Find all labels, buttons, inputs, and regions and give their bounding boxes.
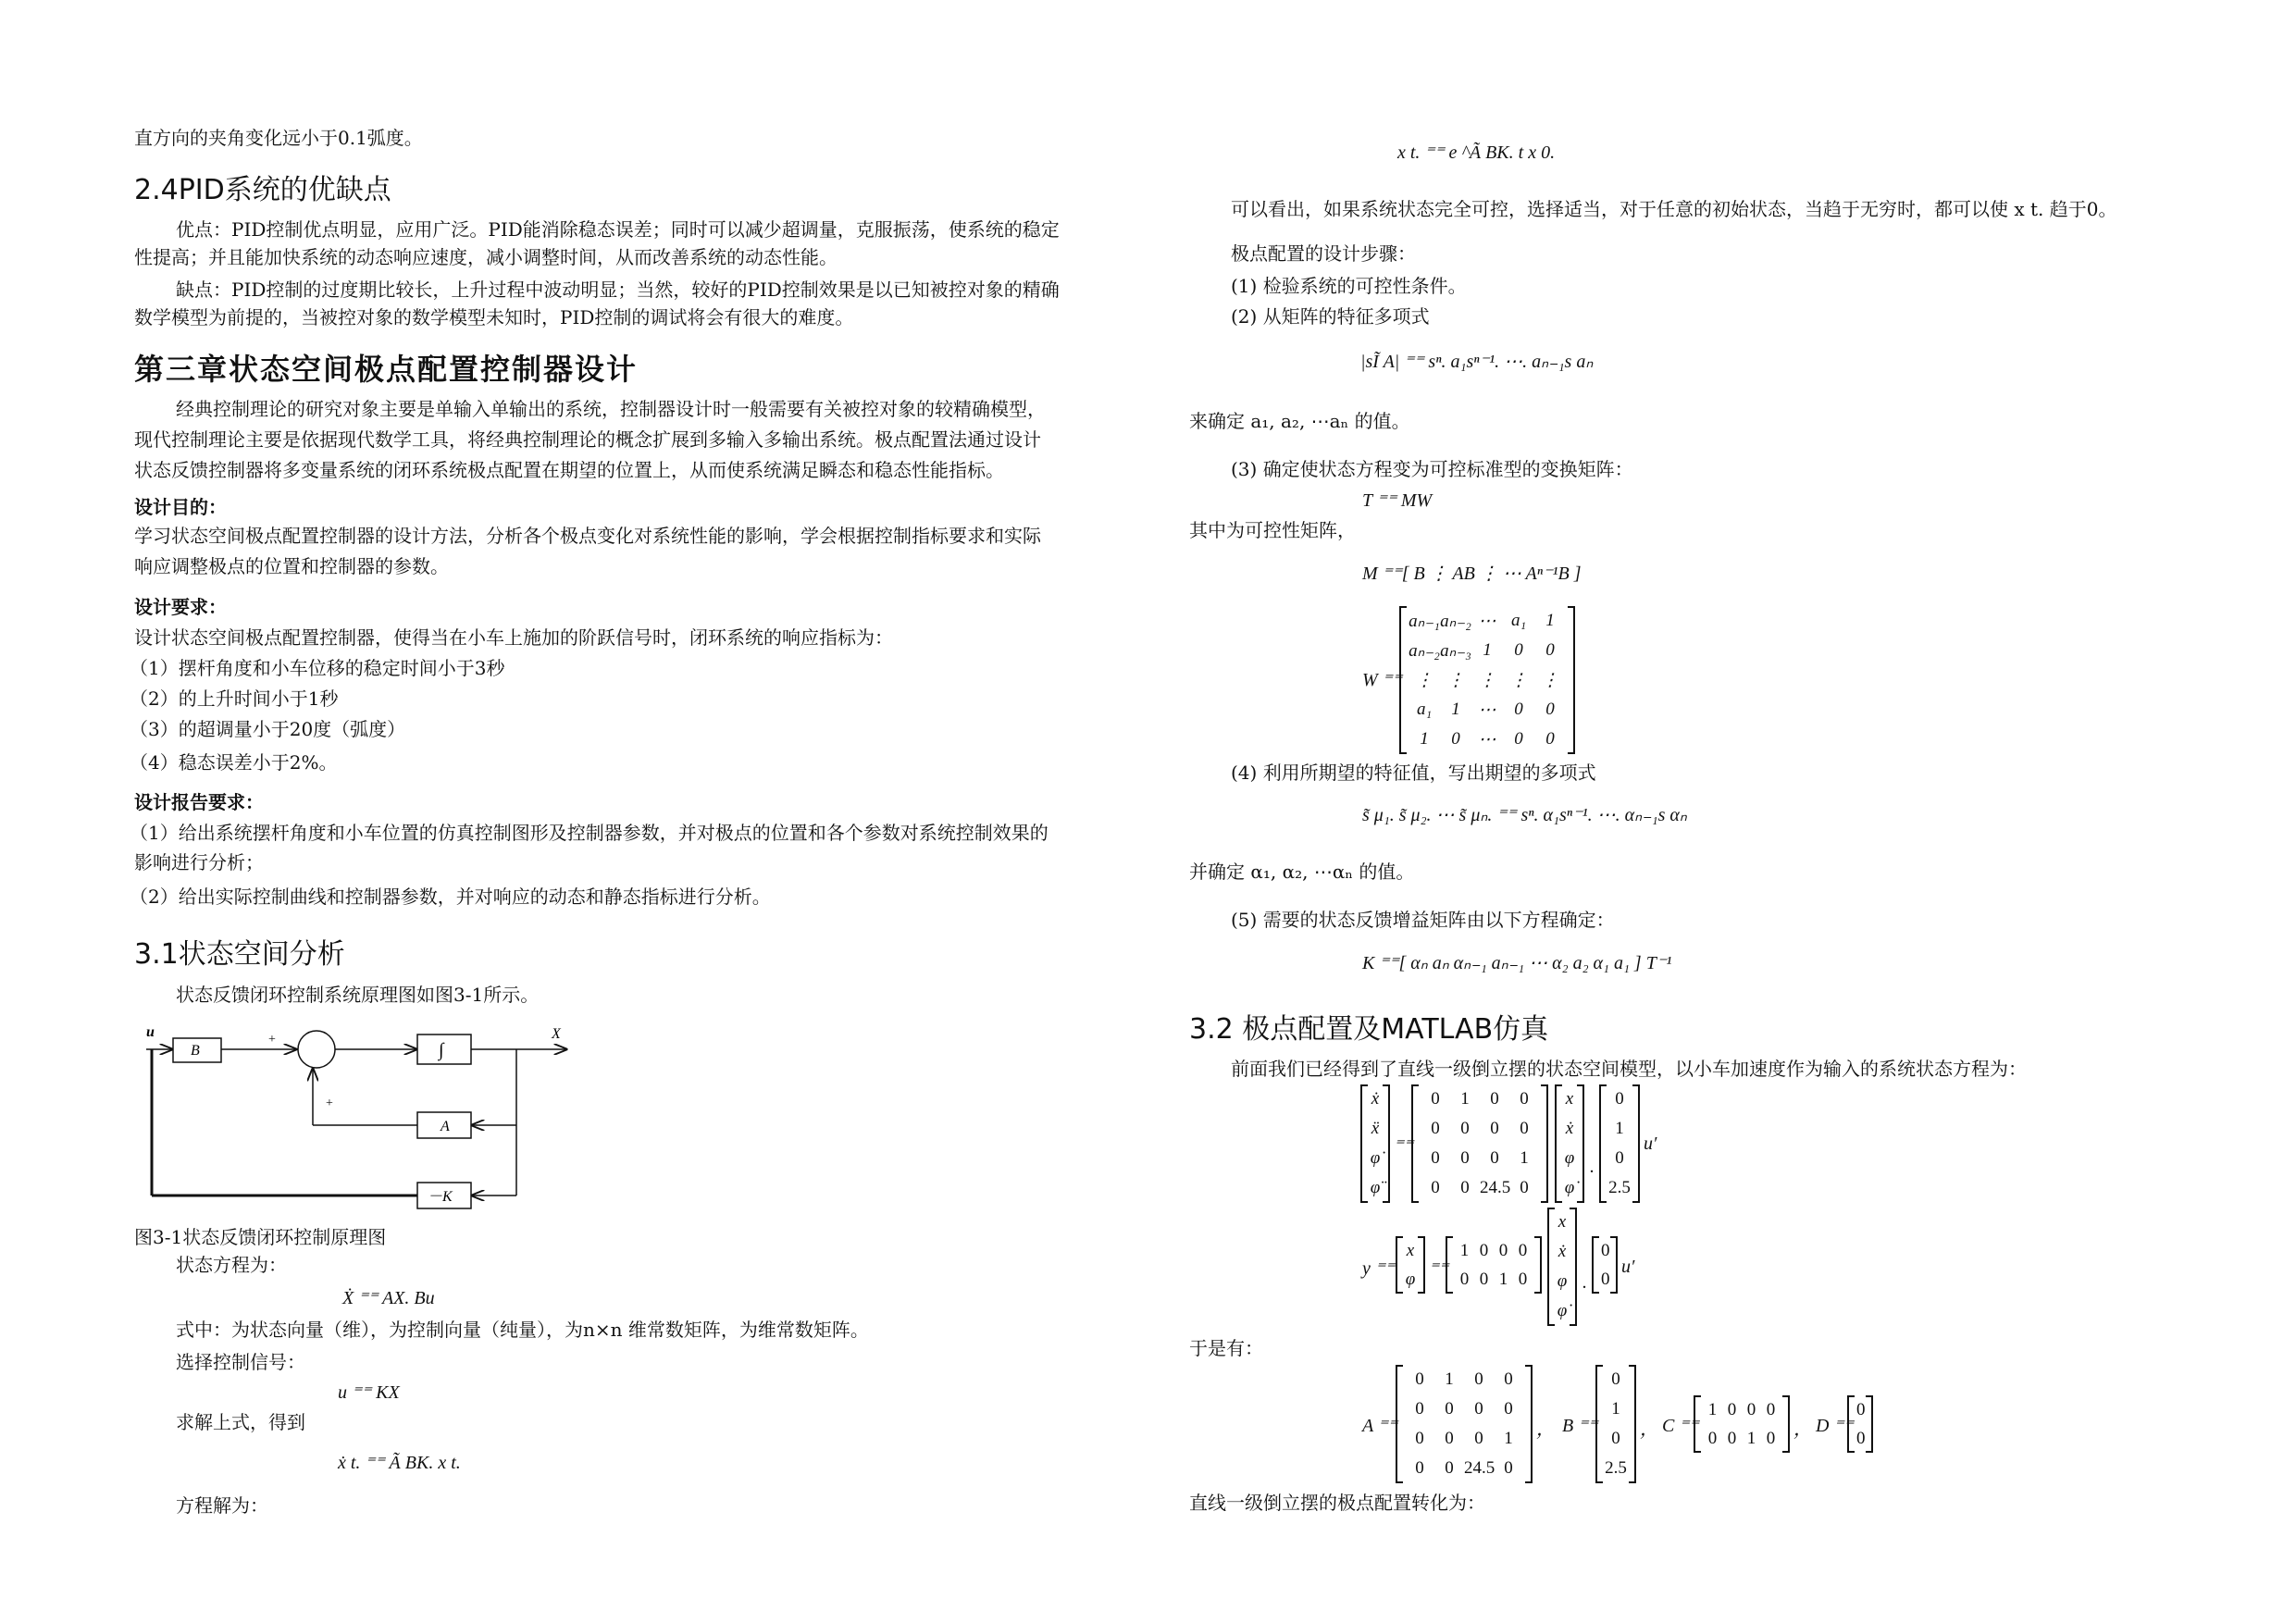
matrix-cell: 24.5 <box>1464 1458 1496 1478</box>
matrix-cell: a₁ <box>1510 611 1527 630</box>
matrix-bracket-right <box>1568 606 1575 754</box>
plus-dot-2: . <box>1582 1272 1587 1293</box>
matrix-cell: 0 <box>1707 1428 1718 1448</box>
matrix-bracket-right <box>1632 1084 1640 1203</box>
D-lhs: D ⁼⁼ <box>1816 1416 1854 1436</box>
matrix-cell: 0 <box>1520 1089 1529 1109</box>
matrix-cell: 0 <box>1474 1399 1483 1419</box>
output-lhs: y ⁼⁼ <box>1362 1258 1395 1279</box>
report-requirement-2: （2）给出实际控制曲线和控制器参数，并对响应的动态和静态指标进行分析。 <box>130 886 771 908</box>
disadvantage-line-2: 数学模型为前提的，当被控对象的数学模型未知时，PID控制的调试将会有很大的难度。 <box>134 306 854 328</box>
state-feedback-block-diagram <box>139 1018 583 1217</box>
matrix-cell: φ̇ <box>1557 1301 1568 1320</box>
matrix-cell: ⋯ <box>1478 612 1496 631</box>
matrix-bracket-right <box>1782 1395 1790 1453</box>
matrix-cell: 0 <box>1615 1148 1624 1168</box>
intro-line-3: 状态反馈控制器将多变量系统的闭环系统极点配置在期望的位置上，从而使系统满足瞬态和稳态性能指标。 <box>134 459 1004 481</box>
model-intro: 前面我们已经得到了直线一级倒立摆的状态空间模型，以小车加速度作为输入的系统状态方程为： <box>1231 1058 2027 1080</box>
solve-label: 求解上式，得到 <box>176 1411 305 1433</box>
matrix-cell: 0 <box>1856 1428 1866 1448</box>
matrix-cell: 0 <box>1601 1240 1610 1260</box>
matrix-A-in-equation <box>1411 1084 1548 1203</box>
matrix-bracket-right <box>1541 1084 1548 1203</box>
matrix-cell: ⋮ <box>1415 671 1433 690</box>
state-vector-output <box>1547 1208 1577 1326</box>
matrix-cell: 0 <box>1459 1269 1470 1289</box>
matrix-bracket-left <box>1555 1084 1562 1203</box>
matrix-cell: 0 <box>1856 1399 1866 1419</box>
control-signal-label: 选择控制信号： <box>176 1351 305 1373</box>
controllability-observation: 可以看出，如果系统状态完全可控，选择适当，对于任意的初始状态，当趋于无穷时，都可以使 x t. 趋于0。 <box>1231 198 2117 220</box>
matrix-cell: ⋮ <box>1446 671 1465 690</box>
matrix-cell: 1 <box>1611 1399 1620 1419</box>
desired-polynomial: s̃ μ₁. s̃ μ₂. ⋯ s̃ μₙ. ⁼⁼ sⁿ. α₁sⁿ⁻¹. ⋯. αₙ₋₁s αₙ <box>1362 805 1687 825</box>
matrix-cell: 0 <box>1474 1369 1483 1389</box>
matrix-D-in-equation <box>1592 1236 1618 1294</box>
matrix-cell: 0 <box>1545 700 1555 719</box>
intro-line-1: 经典控制理论的研究对象主要是单输入单输出的系统，控制器设计时一般需要有关被控对象的较精确模型， <box>176 398 1046 420</box>
matrix-cell: 0 <box>1431 1148 1440 1168</box>
matrix-cell: 0 <box>1746 1399 1756 1419</box>
matrix-cell: 0 <box>1445 1429 1454 1448</box>
matrix-cell: ẋ <box>1371 1089 1380 1109</box>
matrix-C <box>1694 1395 1790 1453</box>
matrix-bracket-left <box>1595 1365 1603 1483</box>
matrix-cell: ⋮ <box>1478 671 1496 690</box>
matrix-cell: 0 <box>1611 1429 1620 1448</box>
matrix-cell: aₙ₋₂ <box>1409 641 1440 661</box>
design-goal-line-1: 学习状态空间极点配置控制器的设计方法，分析各个极点变化对系统性能的影响，学会根据控制指标要求和实际 <box>134 525 1041 547</box>
section-heading-3-1: 3.1状态空间分析 <box>134 938 345 971</box>
matrix-cell: 0 <box>1504 1369 1513 1389</box>
summing-plus-bottom: + <box>326 1096 333 1110</box>
step-4: (4) 利用所期望的特征值，写出期望的多项式 <box>1231 762 1596 784</box>
comma-1: ， <box>1536 1419 1555 1440</box>
advantage-line-2: 性提高；并且能加快系统的动态响应速度，减小调整时间，从而改善系统的动态性能。 <box>134 246 838 268</box>
integrator-symbol: ∫ <box>439 1040 444 1060</box>
matrix-cell: φ̇ <box>1564 1178 1575 1197</box>
design-steps-label: 极点配置的设计步骤： <box>1231 242 1416 265</box>
report-requirement-label: 设计报告要求： <box>134 791 264 813</box>
comma-3: ， <box>1793 1419 1812 1440</box>
requirement-1: （1）摆杆角度和小车位移的稳定时间小于3秒 <box>130 657 505 679</box>
matrix-cell: 1 <box>1445 1369 1454 1389</box>
state-equation-label: 状态方程为： <box>176 1254 287 1276</box>
matrix-cell: aₙ₋₃ <box>1440 641 1471 661</box>
matrix-bracket-right <box>1383 1084 1390 1203</box>
solution-label: 方程解为： <box>176 1494 268 1517</box>
matrix-B <box>1595 1365 1636 1483</box>
input-u-prime: u′ <box>1644 1134 1657 1154</box>
controllability-matrix-label: 其中为可控性矩阵， <box>1189 519 1356 541</box>
matrix-cell: φ <box>1405 1269 1416 1289</box>
gain-matrix-equation: K ⁼⁼[ αₙ aₙ αₙ₋₁ aₙ₋₁ ⋯ α₂ a₂ α₁ a₁ ] T⁻¹ <box>1362 953 1672 973</box>
step-5: (5) 需要的状态反馈增益矩阵由以下方程确定： <box>1231 909 1615 931</box>
matrix-cell: 0 <box>1445 1458 1454 1478</box>
matrix-bracket-left <box>1396 1236 1403 1294</box>
determine-alpha-values: 并确定 α₁, α₂, ⋯αₙ 的值。 <box>1189 861 1415 883</box>
matrix-cell: 0 <box>1415 1429 1424 1448</box>
matrix-cell: 0 <box>1727 1428 1737 1448</box>
matrix-cell: 0 <box>1615 1089 1624 1109</box>
matrix-cell: 24.5 <box>1480 1178 1511 1197</box>
matrix-cell: 0 <box>1490 1089 1499 1109</box>
matrix-cell: 0 <box>1520 1178 1529 1197</box>
intro-line-2: 现代控制理论主要是依据现代数学工具，将经典控制理论的概念扩展到多输入多输出系统。极点配置法通过设计 <box>134 428 1041 451</box>
advantage-line-1: 优点：PID控制优点明显，应用广泛。PID能消除稳态误差；同时可以减少超调量，克服振荡，使系统的稳定 <box>176 218 1060 241</box>
matrix-cell: 0 <box>1490 1148 1499 1168</box>
matrix-bracket-left <box>1547 1208 1555 1326</box>
design-requirement-label: 设计要求： <box>134 596 227 618</box>
block-A-label: A <box>441 1119 450 1134</box>
matrix-bracket-right <box>1866 1395 1873 1453</box>
matrix-bracket-left <box>1396 1365 1403 1483</box>
matrix-cell: a₁ <box>1416 700 1433 719</box>
matrix-cell: 1 <box>1504 1429 1513 1448</box>
W-matrix-lhs: W ⁼⁼ <box>1362 670 1402 690</box>
matrix-cell: ẍ <box>1371 1119 1380 1138</box>
matrix-cell: 0 <box>1545 640 1555 660</box>
matrix-cell: 0 <box>1518 1269 1528 1289</box>
matrix-cell: 0 <box>1766 1428 1776 1448</box>
matrix-cell: 0 <box>1460 1119 1470 1138</box>
C-lhs: C ⁼⁼ <box>1662 1416 1699 1436</box>
matrix-cell: 0 <box>1498 1240 1508 1260</box>
report-requirement-1a: （1）给出系统摆杆角度和小车位置的仿真控制图形及控制器参数，并对极点的位置和各个参数对系统控制效果的 <box>130 822 1049 844</box>
matrix-cell: 0 <box>1514 700 1523 719</box>
matrix-D <box>1847 1395 1873 1453</box>
matrix-cell: 1 <box>1459 1240 1470 1260</box>
matrix-cell: 1 <box>1483 640 1492 660</box>
matrix-cell: 0 <box>1431 1119 1440 1138</box>
requirement-4: （4）稳态误差小于2%。 <box>130 751 338 774</box>
matrix-cell: 1 <box>1545 611 1555 630</box>
matrix-cell: 0 <box>1445 1399 1454 1419</box>
matrix-cell: aₙ₋₂ <box>1440 612 1471 631</box>
figure-caption: 图3-1状态反馈闭环控制原理图 <box>134 1226 387 1248</box>
section-heading-3-2: 3.2 极点配置及MATLAB仿真 <box>1189 1013 1549 1046</box>
requirement-3: （3）的超调量小于20度（弧度） <box>130 718 406 740</box>
matrix-cell: 0 <box>1520 1119 1529 1138</box>
matrix-cell: 0 <box>1504 1458 1513 1478</box>
matrix-cell: 0 <box>1611 1369 1620 1389</box>
summing-junction <box>298 1031 335 1068</box>
matrix-cell: φ <box>1557 1271 1568 1291</box>
equals-sign: ⁼⁼ <box>1394 1135 1414 1156</box>
controllability-matrix-equation: M ⁼⁼[ B ⋮ AB ⋮ ⋯ Aⁿ⁻¹B ] <box>1362 564 1582 584</box>
matrix-cell: 1 <box>1460 1089 1470 1109</box>
requirement-intro: 设计状态空间极点配置控制器，使得当在小车上施加的阶跃信号时，闭环系统的响应指标为： <box>134 626 893 649</box>
matrix-cell: ẋ <box>1565 1119 1574 1138</box>
equals-sign-2: ⁼⁼ <box>1429 1258 1449 1279</box>
matrix-cell: 1 <box>1615 1119 1624 1138</box>
state-equation: Ẋ ⁼⁼ AX. Bu <box>342 1288 435 1308</box>
matrix-cell: 1 <box>1420 729 1429 749</box>
matrix-cell: 0 <box>1479 1269 1489 1289</box>
design-goal-label: 设计目的： <box>134 496 227 518</box>
matrix-cell: 0 <box>1474 1429 1483 1448</box>
matrix-bracket-right <box>1610 1236 1618 1294</box>
matrix-cell: ẋ <box>1558 1242 1567 1261</box>
matrix-cell: x <box>1565 1089 1574 1109</box>
plus-dot: . <box>1590 1157 1595 1177</box>
input-u-prime-2: u′ <box>1621 1257 1635 1277</box>
matrix-bracket-right <box>1534 1236 1542 1294</box>
matrix-cell: 1 <box>1707 1399 1718 1419</box>
matrix-cell: ⋮ <box>1541 671 1559 690</box>
matrix-cell: 0 <box>1460 1148 1470 1168</box>
W-matrix <box>1399 606 1575 754</box>
matrix-cell: 0 <box>1514 729 1523 749</box>
matrix-bracket-right <box>1629 1365 1636 1483</box>
matrix-bracket-right <box>1525 1365 1533 1483</box>
matrix-bracket-left <box>1411 1084 1419 1203</box>
output-vector <box>1396 1236 1425 1294</box>
paragraph-continued: 直方向的夹角变化远小于0.1弧度。 <box>134 127 423 149</box>
matrix-cell: x <box>1406 1240 1415 1260</box>
block-integrator <box>417 1035 471 1064</box>
state-solution-equation: x t. ⁼⁼ e ^Ã BK. t x 0. <box>1397 142 1556 163</box>
disadvantage-line-1: 缺点：PID控制的过度期比较长，上升过程中波动明显；当然，较好的PID控制效果是以已知被控对象的精确 <box>176 279 1060 301</box>
matrix-bracket-left <box>1847 1395 1855 1453</box>
matrix-cell: 0 <box>1451 729 1460 749</box>
chapter-heading-3: 第三章状态空间极点配置控制器设计 <box>134 352 639 387</box>
matrix-cell: 0 <box>1490 1119 1499 1138</box>
matrix-bracket-left <box>1399 606 1407 754</box>
matrix-cell: φ̇ <box>1370 1148 1381 1168</box>
section-heading-2-4: 2.4PID系统的优缺点 <box>134 174 391 206</box>
matrix-cell: 0 <box>1415 1369 1424 1389</box>
matrix-cell: ⋮ <box>1509 671 1528 690</box>
control-law-equation: u ⁼⁼ KX <box>338 1382 400 1403</box>
matrix-cell: 1 <box>1451 700 1460 719</box>
matrix-A <box>1396 1365 1533 1483</box>
matrix-B-in-equation <box>1599 1084 1640 1203</box>
matrix-bracket-left <box>1360 1084 1368 1203</box>
matrix-bracket-right <box>1570 1208 1577 1326</box>
A-lhs: A ⁼⁼ <box>1362 1416 1397 1436</box>
matrix-cell: ⋯ <box>1478 730 1496 750</box>
characteristic-polynomial: |sĨ A| ⁼⁼ sⁿ. a₁sⁿ⁻¹. ⋯. aₙ₋₁s aₙ <box>1360 352 1594 372</box>
matrix-cell: 0 <box>1601 1269 1610 1289</box>
matrix-cell: φ <box>1564 1148 1575 1168</box>
matrix-C-in-equation <box>1446 1236 1542 1294</box>
matrix-bracket-right <box>1577 1084 1584 1203</box>
variable-definition: 式中：为状态向量（维），为控制向量（纯量），为n×n 维常数矩阵，为维常数矩阵。 <box>176 1319 869 1341</box>
matrix-cell: 1 <box>1746 1428 1756 1448</box>
matrix-cell: 0 <box>1431 1178 1440 1197</box>
matrix-cell: 0 <box>1518 1240 1528 1260</box>
step-1: (1) 检验系统的可控性条件。 <box>1231 275 1467 297</box>
matrix-cell: 0 <box>1415 1399 1424 1419</box>
B-lhs: B ⁼⁼ <box>1562 1416 1598 1436</box>
block-B-label: B <box>191 1043 200 1059</box>
diagram-intro: 状态反馈闭环控制系统原理图如图3-1所示。 <box>176 984 540 1006</box>
transform-matrix-equation: T ⁼⁼ MW <box>1362 490 1433 511</box>
matrix-cell: 0 <box>1514 640 1523 660</box>
state-vector <box>1555 1084 1584 1203</box>
matrix-bracket-left <box>1599 1084 1607 1203</box>
matrix-cell: 2.5 <box>1608 1178 1631 1197</box>
matrix-cell: 0 <box>1479 1240 1489 1260</box>
matrix-cell: 0 <box>1504 1399 1513 1419</box>
right-column <box>1148 0 2296 1623</box>
state-derivative-vector <box>1360 1084 1390 1203</box>
matrix-cell: 0 <box>1766 1399 1776 1419</box>
matrix-cell: x <box>1558 1212 1567 1232</box>
matrix-cell: 0 <box>1460 1178 1470 1197</box>
matrix-cell: 0 <box>1431 1089 1440 1109</box>
matrix-cell: 0 <box>1545 729 1555 749</box>
block-K-label: －K <box>428 1189 453 1205</box>
closed-loop-equation: ẋ t. ⁼⁼ Ã BK. x t. <box>338 1453 461 1473</box>
matrix-cell: 0 <box>1415 1458 1424 1478</box>
matrix-bracket-left <box>1446 1236 1453 1294</box>
output-x-label: X <box>552 1026 561 1042</box>
report-requirement-1b: 影响进行分析； <box>134 851 264 873</box>
input-u-label: u <box>146 1024 155 1040</box>
matrix-cell: 1 <box>1498 1269 1508 1289</box>
matrix-bracket-left <box>1592 1236 1599 1294</box>
step-2: (2) 从矩阵的特征多项式 <box>1231 305 1430 328</box>
matrix-cell: φ̈ <box>1370 1178 1381 1197</box>
matrix-cell: 0 <box>1727 1399 1737 1419</box>
matrix-bracket-left <box>1694 1395 1701 1453</box>
step-3: (3) 确定使状态方程变为可控标准型的变换矩阵： <box>1231 458 1633 480</box>
final-statement: 直线一级倒立摆的极点配置转化为： <box>1189 1492 1485 1514</box>
so-we-have-label: 于是有： <box>1189 1337 1263 1359</box>
determine-a-values: 来确定 a₁, a₂, ⋯aₙ 的值。 <box>1189 410 1410 432</box>
matrix-cell: 2.5 <box>1605 1458 1627 1478</box>
matrix-cell: ⋯ <box>1478 700 1496 720</box>
comma-2: ， <box>1640 1419 1658 1440</box>
summing-plus-top: + <box>268 1033 276 1047</box>
matrix-cell: aₙ₋₁ <box>1409 612 1440 631</box>
matrix-cell: 1 <box>1520 1148 1529 1168</box>
requirement-2: （2）的上升时间小于1秒 <box>130 688 339 710</box>
matrix-bracket-right <box>1418 1236 1425 1294</box>
design-goal-line-2: 响应调整极点的位置和控制器的参数。 <box>134 555 449 577</box>
